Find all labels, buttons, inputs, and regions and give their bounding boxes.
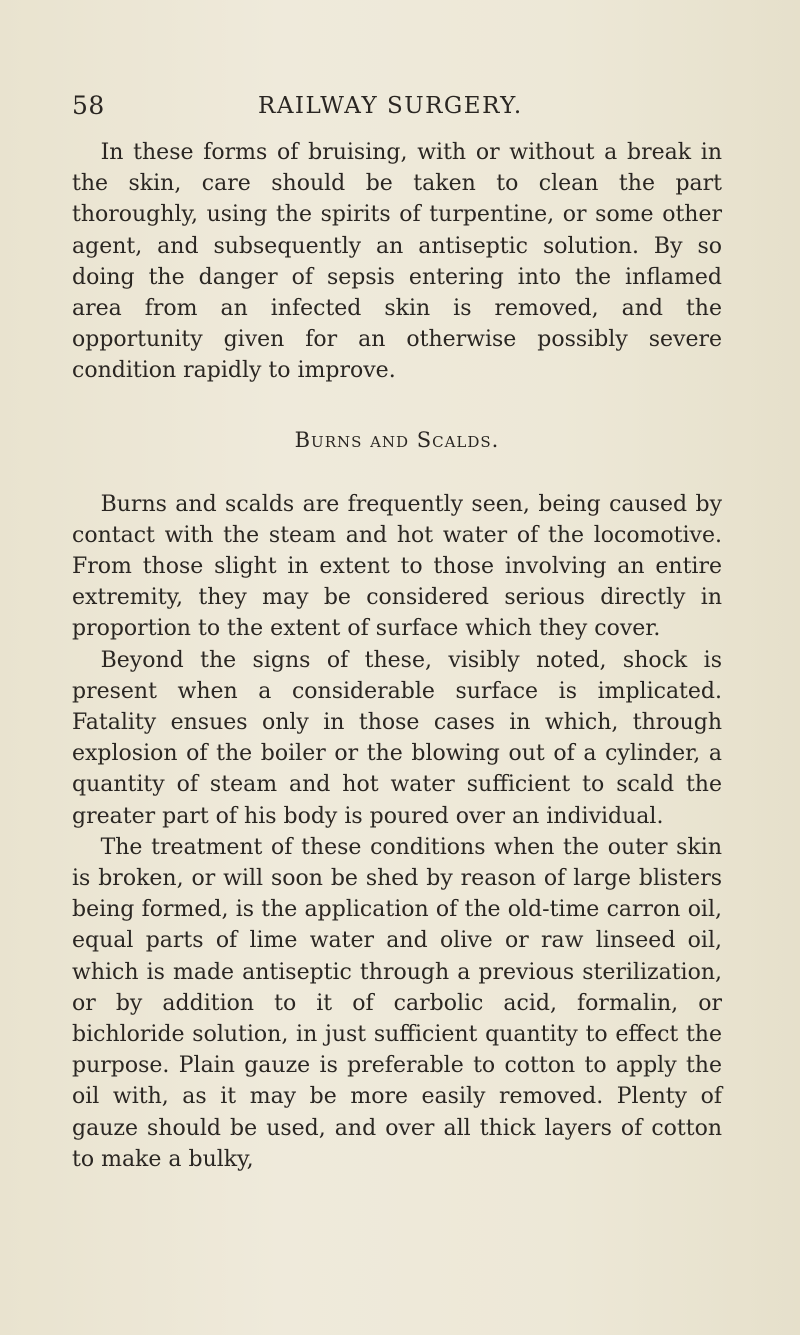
paragraph-bruising: In these forms of bruising, with or without a break in the skin, care should be taken to clean the part thoroughly, using the spirits of turpentine, or some other agent, and subsequently an antiseptic solution. By so doing the danger of sepsis entering into the inflamed area from an infected skin is removed, and the opportunity given for an otherwise possibly severe condition rapidly to improve. [72, 140, 722, 384]
page-number: 58 [72, 91, 105, 120]
paragraph-treatment: The treatment of these conditions when the outer skin is broken, or will soon be shed by reason of large blisters being formed, is the application of the old-time carron oil, equal parts of lime water and olive or raw linseed oil, which is made antiseptic through a previous sterilization, or by addition to it of carbolic acid, formalin, or bichloride solution, in just sufficient quantity to effect the purpose. Plain gauze is preferable to cotton to apply the oil with, as it may be more easily removed. Plenty of gauze should be used, and over all thick layers of cotton to make a bulky, [72, 834, 722, 1172]
paragraph-burns-intro: Burns and scalds are frequently seen, being caused by contact with the steam and hot water of the locomotive. From those slight in extent to those involving an entire extremity, they may be considered serious directly in proportion to the extent of surface which they cover. [72, 491, 722, 642]
body-text [72, 137, 722, 1175]
page-header [0, 86, 800, 126]
running-title: RAILWAY SURGERY. [258, 93, 523, 119]
section-heading: Burns and Scalds. [294, 427, 500, 452]
paragraph-shock: Beyond the signs of these, visibly noted, shock is present when a considerable surface is implicated. Fatality ensues only in those cases in which, through explosion of the boiler or the blowing out of a cylinder, a quantity of steam and hot water sufficient to scald the greater part of his body is poured over an individual. [72, 647, 722, 829]
